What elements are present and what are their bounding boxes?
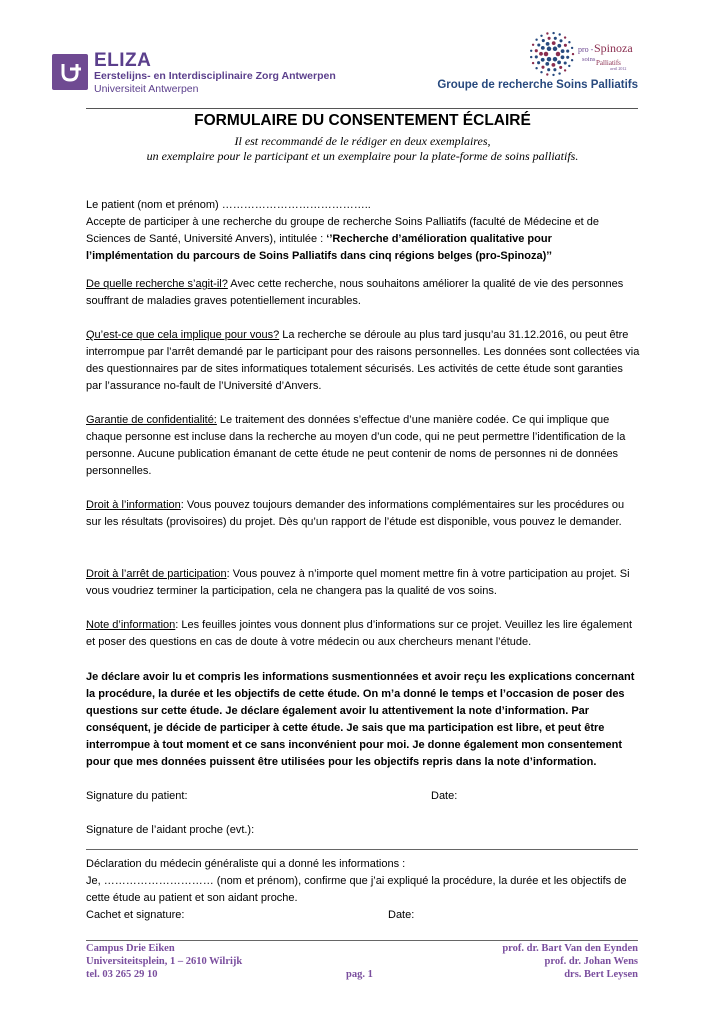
physician-date-label: Date:: [388, 909, 415, 921]
logo-dot: [566, 50, 569, 53]
section-heading: Garantie de confidentialité:: [86, 414, 217, 426]
logo-dot: [546, 32, 548, 34]
svg-text:Spinoza: Spinoza: [594, 41, 633, 55]
accept-paragraph: Accepte de participer à une recherche du groupe de recherche Soins Palliatifs (faculté de Médecine et de Sciences de Santé, Université Anvers), intitulée : ‘’Recherche d’amélioration qualitative pour l’implémentation du parcours de Soins Palliatifs dans cinq régions belges (pro-Spinoza)’’: [86, 215, 600, 262]
header-divider: [86, 108, 638, 109]
footer-names: [400, 942, 638, 981]
footer-name: drs. Bert Leysen: [564, 969, 638, 980]
section-text: : Les feuilles jointes vous donnent plus d’informations sur ce projet. Veuillez les lire également et poser des questions en cas de doute à votre médecin ou aux chercheurs menant l’étude.: [86, 619, 633, 648]
logo-dot: [532, 62, 534, 64]
logo-dot: [552, 32, 554, 34]
page-number: pag. 1: [346, 969, 373, 980]
logo-dot: [541, 58, 545, 62]
logo-dot: [540, 35, 542, 37]
logo-dot: [552, 41, 556, 45]
logo-dot: [568, 41, 570, 43]
logo-dot: [561, 55, 565, 59]
group-title: Groupe de recherche Soins Palliatifs: [437, 79, 638, 91]
logo-dot: [561, 49, 565, 53]
physician-heading: Déclaration du médecin généraliste qui a donné les informations :: [86, 858, 406, 870]
eliza-university: Universiteit Antwerpen: [94, 83, 199, 95]
logo-dot: [548, 37, 551, 40]
logo-dot: [564, 36, 566, 38]
footer-campus: Campus Drie Eiken: [86, 943, 175, 954]
physician-seal-label: Cachet et signature:: [86, 909, 185, 921]
section-confidentiality: [86, 412, 641, 480]
logo-dot: [547, 68, 550, 71]
section-information-note: [86, 617, 641, 651]
section-heading: Droit à l’information: [86, 499, 181, 511]
logo-dot: [545, 62, 549, 66]
logo-dot: [571, 47, 573, 49]
logo-dot: [552, 74, 554, 76]
logo-dot: [564, 61, 567, 64]
caregiver-signature-label: Signature de l’aidant proche (evt.):: [86, 824, 255, 836]
section-heading: De quelle recherche s’agit-il?: [86, 278, 228, 290]
logo-dot: [571, 59, 573, 61]
logo-dot: [541, 46, 545, 50]
section-heading: Qu’est-ce que cela implique pour vous?: [86, 329, 280, 341]
footer-address: [86, 942, 336, 981]
patient-date-label: Date:: [431, 790, 458, 802]
logo-dot: [537, 61, 540, 64]
section-text: La recherche se déroule au plus tard jusqu’au 31.12.2016, ou peut être interrompue par l’arrêt demandé par le participant pour des raisons personnelles. Les données sont collectées via des questionnaires par de sites informatiques totalement sécurisés. Les activités de cette étude sont garanties par l’assurance no-fault de l’Université d’Anvers.: [86, 329, 640, 392]
logo-dot: [559, 33, 561, 35]
logo-dot: [537, 43, 540, 46]
study-title: ‘’Recherche d’amélioration qualitative pour l’implémentation du parcours de Soins Palliatifs dans cinq régions belges (pro-Spinoza)’’: [86, 232, 552, 262]
logo-dot: [546, 73, 548, 75]
logo-dot: [558, 72, 560, 74]
section-divider: [86, 849, 638, 850]
logo-dot: [559, 66, 562, 69]
svg-text:Palliatifs: Palliatifs: [596, 59, 621, 67]
logo-dot: [552, 63, 556, 67]
logo-dot: [544, 52, 549, 57]
eliza-name: ELIZA: [94, 50, 152, 71]
logo-dot: [546, 42, 550, 46]
subtitle-line-2: un exemplaire pour le participant et un exemplaire pour la plate-forme de soins palliatifs.: [146, 149, 579, 163]
logo-dot: [557, 44, 561, 48]
logo-dot: [553, 47, 558, 52]
footer-name: prof. dr. Bart Van den Eynden: [502, 943, 638, 954]
section-text: : Vous pouvez à n’importe quel moment mettre fin à votre participation au projet. Si vous voudriez terminer la participation, cela ne changera pas la qualité de vos soins.: [86, 568, 630, 597]
logo-dot: [553, 57, 558, 62]
logo-dot: [530, 50, 532, 52]
pro-spinoza-logo: [530, 30, 640, 80]
svg-text:avril 2012: avril 2012: [610, 66, 627, 71]
section-text: : Vous pouvez toujours demander des informations complémentaires sur les procédures ou sur les résultats (provisoires) du projet. Dès qu’un rapport de l’étude est disponible, vous pouvez le demander.: [86, 499, 625, 528]
section-right-to-stop: [86, 566, 641, 600]
logo-dot: [541, 66, 544, 69]
patient-name-line: Le patient (nom et prénom) …………………………………..: [86, 199, 371, 211]
logo-dot: [572, 53, 574, 55]
section-heading: Droit à l’arrêt de participation: [86, 568, 227, 580]
logo-dot: [566, 56, 569, 59]
eliza-subtitle: Eerstelijns- en Interdisciplinaire Zorg Antwerpen: [94, 70, 336, 82]
patient-signature-label: Signature du patient:: [86, 790, 188, 802]
footer-street: Universiteitsplein, 1 – 2610 Wilrijk: [86, 956, 243, 967]
logo-dot: [568, 65, 570, 67]
svg-text:soins: soins: [582, 56, 596, 63]
logo-dot: [564, 44, 567, 47]
svg-text:pro -: pro -: [578, 45, 594, 54]
logo-dot: [547, 47, 552, 52]
subtitle-line-1: Il est recommandé de le rédiger en deux exemplaires,: [234, 134, 491, 148]
physician-statement: Je, ………………………… (nom et prénom), confirme que j’ai expliqué la procédure, la durée et les objectifs de cette étude au patient et son aidant proche.: [86, 875, 627, 904]
logo-dot: [532, 44, 534, 46]
logo-dot: [557, 61, 561, 65]
page-title: FORMULAIRE DU CONSENTEMENT ÉCLAIRÉ: [194, 112, 531, 129]
logo-dot: [535, 67, 537, 69]
logo-dot: [535, 55, 538, 58]
logo-dot: [542, 39, 545, 42]
logo-dot: [559, 39, 562, 42]
section-right-to-information: [86, 497, 641, 531]
footer-divider: [86, 940, 638, 941]
consent-declaration: Je déclare avoir lu et compris les informations susmentionnées et avoir reçu les explications concernant la procédure, la durée et les objectifs de cette étude. On m’a donné le temps et l’occasion de poser des questions sur cette étude. Je déclare également avoir lu attentivement la note d’information. Par conséquent, je décide de participer à cette étude. Je sais que ma participation est libre, et peut être interrompue à tout moment et ce sans inconvénient pour moi. Je donne également mon consentement pour que mes données puissent être utilisées pour les objectifs repris dans la note d’information.: [86, 671, 635, 768]
section-research: [86, 276, 641, 310]
logo-dot: [556, 52, 561, 57]
intro-block: [86, 197, 641, 265]
logo-dot: [540, 71, 542, 73]
section-text: Le traitement des données s’effectue d’une manière codée. Ce qui implique que chaque personne est incluse dans la recherche au moyen d’un code, qui ne peut permettre l’identification de la personne. Aucune publication émanant de cette étude ne peut contenir de noms de personnes ni de données personnelles.: [86, 414, 626, 477]
section-implications: [86, 327, 641, 395]
logo-dot: [539, 52, 543, 56]
footer-phone: tel. 03 265 29 10: [86, 969, 158, 980]
section-text: Avec cette recherche, nous souhaitons améliorer la qualité de vie des personnes souffrant de maladies graves potentiellement incurables.: [86, 278, 624, 307]
logo-dot: [535, 49, 538, 52]
logo-dot: [564, 69, 566, 71]
logo-dot: [554, 37, 557, 40]
section-heading: Note d’information: [86, 619, 176, 631]
logo-dot: [553, 68, 556, 71]
logo-dot: [535, 39, 537, 41]
logo-dot: [530, 56, 532, 58]
footer-name: prof. dr. Johan Wens: [544, 956, 638, 967]
logo-dot: [547, 57, 552, 62]
